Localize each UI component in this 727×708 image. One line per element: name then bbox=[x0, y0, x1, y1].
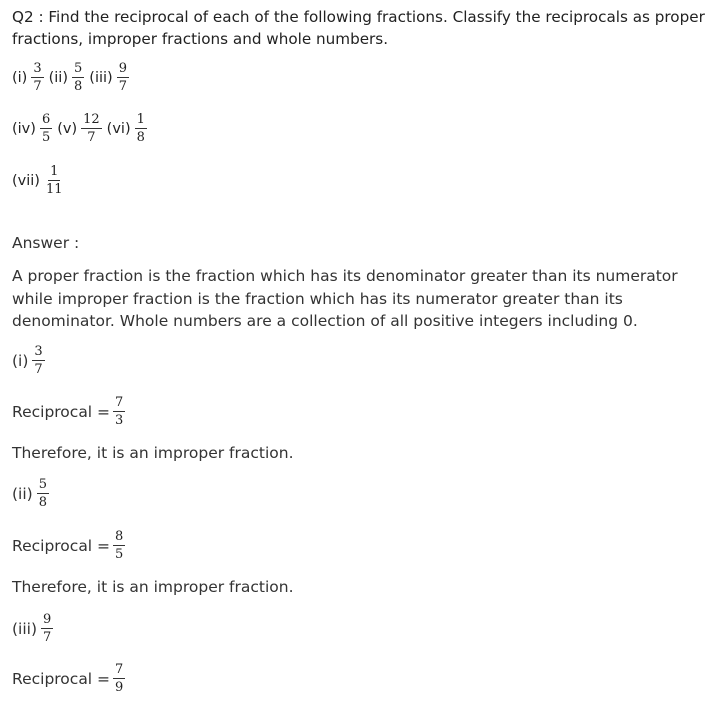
conclusion-2: Therefore, it is an improper fraction. bbox=[12, 578, 294, 596]
answer-part-1 bbox=[12, 344, 50, 377]
fraction: $\frac{6}{5}$ bbox=[41, 112, 51, 145]
item-label: (iv) bbox=[12, 120, 36, 137]
fraction: $\frac{5}{8}$ bbox=[74, 61, 83, 94]
reciprocal-label: Reciprocal = bbox=[12, 402, 111, 421]
fraction: $\frac{1}{11}$ bbox=[45, 164, 63, 197]
question-row-3 bbox=[12, 164, 70, 197]
reciprocal-fraction: $\frac{7}{9}$ bbox=[115, 662, 124, 695]
question-row-2 bbox=[12, 112, 152, 145]
question-body: Find the reciprocal of each of the following fractions. Classify the reciprocals as proper fractions, improper fractions and whole numbers. bbox=[12, 8, 705, 48]
answer-part-2 bbox=[12, 477, 54, 510]
fraction: $\frac{5}{8}$ bbox=[38, 477, 47, 510]
item-label: (v) bbox=[57, 120, 78, 137]
question-heading: Q2 : bbox=[12, 8, 44, 26]
item-label: (iii) bbox=[89, 69, 113, 86]
fraction: $\frac{9}{7}$ bbox=[43, 612, 52, 645]
reciprocal-fraction: $\frac{7}{3}$ bbox=[115, 395, 124, 428]
item-label: (i) bbox=[12, 69, 28, 86]
reciprocal-line-1 bbox=[12, 395, 130, 428]
fraction: $\frac{1}{8}$ bbox=[136, 112, 145, 145]
fraction: $\frac{3}{7}$ bbox=[33, 61, 42, 94]
answer-part-3 bbox=[12, 612, 58, 645]
reciprocal-label: Reciprocal = bbox=[12, 536, 111, 555]
question-row-1 bbox=[12, 61, 134, 94]
fraction: $\frac{9}{7}$ bbox=[118, 61, 127, 94]
fraction: $\frac{3}{7}$ bbox=[34, 344, 43, 377]
reciprocal-line-2 bbox=[12, 529, 130, 562]
question-text bbox=[12, 6, 717, 50]
fraction: $\frac{12}{7}$ bbox=[83, 112, 100, 145]
answer-heading: Answer : bbox=[12, 234, 80, 252]
item-label: (vi) bbox=[106, 120, 131, 137]
item-label: (vii) bbox=[12, 172, 40, 189]
part-label: (iii) bbox=[12, 619, 38, 638]
reciprocal-label: Reciprocal = bbox=[12, 669, 111, 688]
reciprocal-line-3 bbox=[12, 662, 130, 695]
part-label: (i) bbox=[12, 351, 29, 370]
answer-intro: A proper fraction is the fraction which has its denominator greater than its numerator while improper fraction is the fraction which has its numerator greater than its denominator. Whole numbers are a collection of all positive integers including 0. bbox=[12, 267, 678, 330]
part-label: (ii) bbox=[12, 484, 33, 503]
conclusion-1: Therefore, it is an improper fraction. bbox=[12, 444, 294, 462]
item-label: (ii) bbox=[48, 69, 68, 86]
reciprocal-fraction: $\frac{8}{5}$ bbox=[115, 529, 124, 562]
